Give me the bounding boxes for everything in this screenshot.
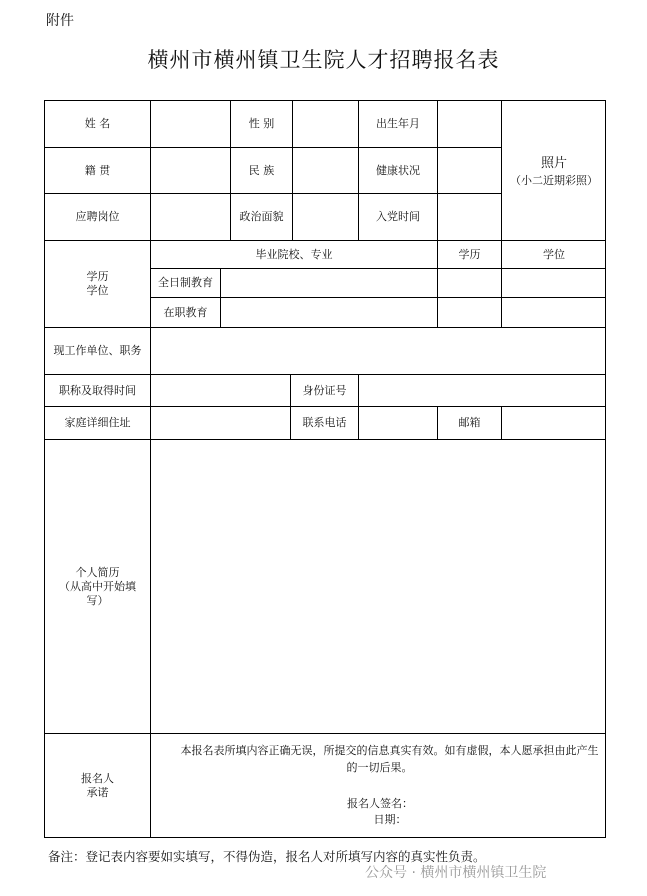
parttime-school-field[interactable] (221, 298, 438, 328)
degree-header: 学位 (502, 241, 606, 269)
native-place-field[interactable] (151, 148, 231, 194)
gender-label: 性 别 (231, 101, 293, 148)
current-work-label: 现工作单位、职务 (45, 328, 151, 375)
education-label-line1: 学历 (86, 270, 109, 283)
photo-hint: （小二近期彩照） (510, 173, 598, 187)
name-field[interactable] (151, 101, 231, 148)
parttime-education-label: 在职教育 (151, 298, 221, 328)
pledge-text: 本报名表所填内容正确无误，所提交的信息真实有效。如有虚假，本人愿承担由此产生的一切后果。 (180, 744, 599, 774)
political-status-label: 政治面貌 (231, 194, 293, 241)
birth-date-field[interactable] (438, 101, 502, 148)
health-field[interactable] (438, 148, 502, 194)
registration-form-table (44, 100, 606, 838)
political-status-field[interactable] (293, 194, 359, 241)
address-label: 家庭详细住址 (45, 407, 151, 440)
footer-note: 备注：登记表内容要如实填写，不得伪造，报名人对所填写内容的真实性负责。 (48, 849, 486, 864)
pledge-label (45, 734, 151, 837)
parttime-degree-field[interactable] (502, 298, 606, 328)
photo-box[interactable] (502, 101, 606, 241)
party-date-field[interactable] (438, 194, 502, 241)
parttime-degree-level-field[interactable] (438, 298, 502, 328)
id-number-label: 身份证号 (291, 375, 359, 407)
position-label: 应聘岗位 (45, 194, 151, 241)
date-label[interactable]: 日期： (373, 813, 407, 826)
position-field[interactable] (151, 194, 231, 241)
title-time-label: 职称及取得时间 (45, 375, 151, 407)
title-time-field[interactable] (151, 375, 291, 407)
education-label-line2: 学位 (86, 284, 109, 297)
health-label: 健康状况 (359, 148, 438, 194)
resume-field[interactable] (151, 440, 606, 734)
photo-label: 照片 (540, 155, 567, 171)
party-date-label: 入党时间 (359, 194, 438, 241)
resume-label (45, 440, 151, 734)
school-major-header: 毕业院校、专业 (151, 241, 438, 269)
fulltime-degree-field[interactable] (502, 269, 606, 298)
signature-label[interactable]: 报名人签名： (347, 797, 413, 810)
ethnicity-label: 民 族 (231, 148, 293, 194)
pledge-label-line2: 承诺 (86, 785, 109, 799)
attachment-label: 附件 (46, 13, 74, 29)
email-field[interactable] (502, 407, 606, 440)
id-number-field[interactable] (359, 375, 606, 407)
watermark: 公众号 · 横州市横州镇卫生院 (365, 865, 547, 881)
current-work-field[interactable] (151, 328, 606, 375)
resume-hint: （从高中开始填写） (59, 579, 136, 607)
email-label: 邮箱 (438, 407, 502, 440)
degree-level-header: 学历 (438, 241, 502, 269)
fulltime-education-label: 全日制教育 (151, 269, 221, 298)
native-place-label: 籍 贯 (45, 148, 151, 194)
name-label: 姓 名 (45, 101, 151, 148)
phone-field[interactable] (359, 407, 438, 440)
birth-date-label: 出生年月 (359, 101, 438, 148)
address-field[interactable] (151, 407, 291, 440)
form-title: 横州市横州镇卫生院人才招聘报名表 (147, 48, 500, 72)
phone-label: 联系电话 (291, 407, 359, 440)
resume-title: 个人简历 (75, 565, 120, 579)
education-label (45, 241, 151, 328)
gender-field[interactable] (293, 101, 359, 148)
fulltime-school-field[interactable] (221, 269, 438, 298)
pledge-section (151, 734, 606, 837)
pledge-label-line1: 报名人 (81, 771, 114, 785)
ethnicity-field[interactable] (293, 148, 359, 194)
fulltime-degree-level-field[interactable] (438, 269, 502, 298)
